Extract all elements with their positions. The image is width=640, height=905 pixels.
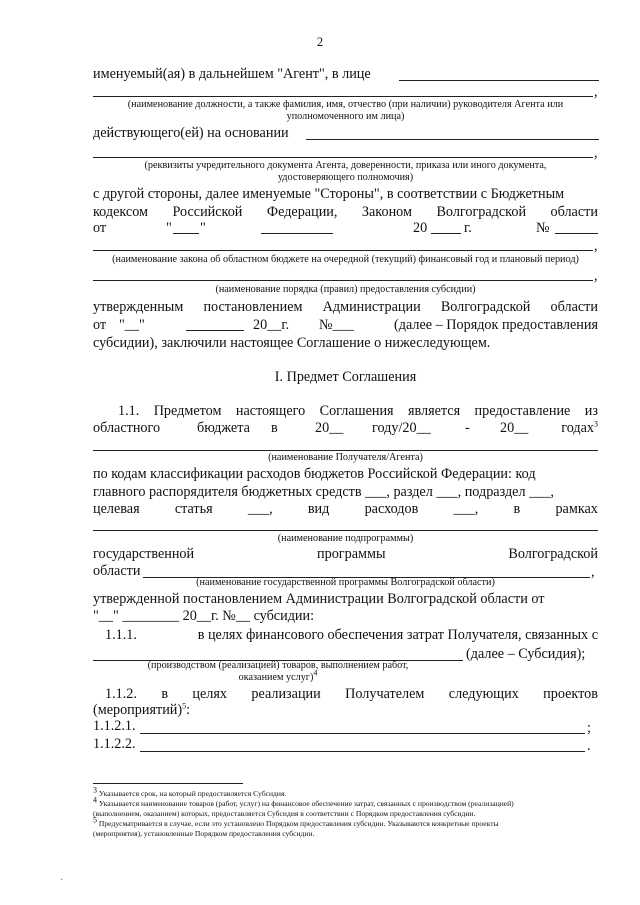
word: Соглашения (319, 403, 394, 419)
agent-person-comma: , (594, 84, 598, 100)
classification-line: по кодам классификации расходов бюджетов Российской Федерации: код (93, 466, 536, 482)
caption-budget-law: (наименование закона об областном бюджете на очередной (текущий) финансовый год и плановый период) (112, 254, 579, 265)
caption-goods: (производством (реализацией) товаров, выполнением работ, (147, 660, 409, 671)
footnote-5-cont: (мероприятия), установленные Порядком предоставления субсидии. (93, 829, 315, 838)
word: целевая (93, 501, 140, 517)
word: целях (192, 686, 227, 702)
subprogram-blank (93, 530, 598, 531)
page-number: 2 (316, 35, 324, 49)
footnote-4-cont: (выполнением, оказанием) которых, предоставляется Субсидия в соответствии с Порядком предоставления субсидии. (93, 809, 476, 818)
year-blank (431, 220, 461, 234)
year-blank-1: 20__ (315, 420, 344, 436)
year-blank-3: 20__ (500, 420, 529, 436)
footnote-text: Указывается срок, на который предоставляется Субсидия. (98, 789, 287, 798)
year-suffix: г. (464, 220, 472, 236)
budget-code-line (93, 204, 598, 221)
word: Волгоградской (508, 546, 598, 562)
word: утвержденным (93, 299, 184, 315)
resolution-date-line: "__" ________ 20__г. №__ субсидии: (93, 608, 315, 624)
month-blank (261, 220, 333, 234)
word: Российской (172, 204, 243, 220)
clause-number: 1.1.1. (105, 627, 137, 643)
from-label: от (93, 317, 107, 333)
law-name-blank (93, 250, 593, 251)
law-name-comma: , (594, 238, 598, 254)
word: вид (307, 501, 330, 517)
state-program-line (93, 546, 598, 563)
footnote-ref-5: 5 (182, 701, 187, 711)
recipient-name-blank (93, 450, 598, 451)
word: в (161, 686, 169, 702)
word: в (271, 420, 278, 436)
footnote-separator (93, 783, 243, 784)
procedure-name-comma: , (594, 268, 598, 284)
agent-person-blank (399, 80, 599, 81)
dash: - (465, 420, 470, 436)
agent-intro-text: именуемый(ая) в дальнейшем "Агент", в лице (93, 66, 371, 82)
approved-resolution-line: утвержденной постановлением Администрации Волгоградской области от (93, 591, 545, 607)
project-2-end: . (587, 738, 591, 754)
approved-line (93, 299, 598, 316)
word: ___, (453, 501, 479, 517)
day-quote: "__" (119, 317, 145, 333)
caption-basis-doc-2: удостоверяющего полномочия) (277, 172, 414, 183)
caption-agent-position-2: уполномоченного им лица) (286, 111, 405, 122)
year-blank-2: году/20__ (372, 420, 431, 436)
word: кодексом (93, 204, 149, 220)
word: из (584, 403, 598, 419)
project-1-blank (140, 733, 585, 734)
word: Администрации (322, 299, 421, 315)
footnote-4 (93, 795, 605, 809)
hereinafter-text: (далее – Порядок предоставления (394, 317, 598, 333)
quote-open: " (166, 220, 172, 236)
procedure-name-blank (93, 280, 593, 281)
region-word: области (93, 563, 141, 579)
word: в (513, 501, 521, 517)
year-field: 20__г. (253, 317, 290, 333)
caption-goods-text: оказанием услуг) (238, 672, 314, 683)
caption-basis-doc: (реквизиты учредительного документа Агента, доверенности, приказа или иного документа, (144, 160, 547, 171)
quote-close: " (200, 220, 206, 236)
manager-code-line: главного распорядителя бюджетных средств ___, раздел ___, подраздел ___, (93, 484, 554, 500)
basis-blank (306, 139, 599, 140)
caption-agent-position: (наименование должности, а также фамилия, имя, отчество (при наличии) руководителя Агента или (127, 99, 564, 110)
word: области (550, 204, 598, 220)
caption-procedure: (наименование порядка (правил) предоставления субсидии) (215, 284, 476, 295)
word: проектов (543, 686, 598, 702)
word: рамках (555, 501, 598, 517)
section-heading: I. Предмет Соглашения (274, 369, 417, 385)
project-2-blank (140, 751, 585, 752)
footnote-ref-3: 3 (594, 419, 598, 429)
word: настоящего (235, 403, 306, 419)
clause-text: в целях финансового обеспечения затрат Получателя, связанных с (197, 627, 598, 643)
clause-1-1-line (118, 403, 598, 420)
word: Законом (361, 204, 412, 220)
word: бюджета (197, 420, 250, 436)
word: Федерации, (266, 204, 338, 220)
caption-goods-2 (93, 668, 463, 684)
scan-speck: · (60, 875, 64, 886)
footnote-text: Предусматривается в случае, если это установлено Порядком предоставления субсидии. Указываются конкретные проекты (98, 819, 499, 828)
agent-person-blank-2 (93, 96, 593, 97)
number-field: №___ (319, 317, 354, 333)
concluded-line: субсидии), заключили настоящее Соглашение о нижеследующем. (93, 335, 491, 351)
word: статья (174, 501, 213, 517)
colon: : (186, 702, 191, 718)
number-sign: № (536, 220, 550, 236)
clause-1-1-2-line (105, 686, 598, 703)
basis-comma: , (594, 145, 598, 161)
word: области (550, 299, 598, 315)
footnote-mark: 4 (93, 795, 97, 805)
clause-number: 1.1. (118, 403, 140, 419)
word: является (407, 403, 461, 419)
project-1-end: ; (587, 720, 591, 736)
footnote-text: Указывается наименование товаров (работ, услуг) на финансовое обеспечение затрат, связанных с производством (реализацией) (98, 799, 514, 808)
day-blank (173, 220, 199, 234)
item-number: 1.1.2.2. (93, 736, 136, 752)
projects-word: (мероприятий) (93, 702, 183, 718)
caption-state-program: (наименование государственной программы Волгоградской области) (196, 577, 495, 588)
basis-blank-2 (93, 157, 593, 158)
word: Волгоградской (440, 299, 531, 315)
year-prefix: 20 (413, 220, 428, 236)
parties-line: с другой стороны, далее именуемые "Стороны", в соответствии с Бюджетным (93, 186, 565, 202)
item-number: 1.1.2.1. (93, 718, 136, 734)
caption-subprogram: (наименование подпрограммы) (277, 533, 414, 544)
subsidy-definition: (далее – Субсидия); (466, 646, 586, 662)
state-program-comma: , (591, 564, 595, 580)
word: государственной (93, 546, 195, 562)
target-item-line (93, 501, 598, 518)
years-word: годах (561, 420, 594, 436)
footnote-ref-4: 4 (313, 668, 318, 678)
word: ___, (247, 501, 273, 517)
month-blank (186, 317, 244, 331)
footnote-5 (93, 815, 605, 829)
word: программы (317, 546, 386, 562)
footnote-mark: 3 (93, 785, 97, 795)
basis-text: действующего(ей) на основании (93, 125, 289, 141)
word: Волгоградской (436, 204, 527, 220)
word: расходов (364, 501, 419, 517)
footnote-3 (93, 785, 605, 799)
word: предоставление (474, 403, 571, 419)
word: Предметом (153, 403, 222, 419)
word: областного (93, 420, 161, 436)
word: постановлением (203, 299, 303, 315)
footnote-mark: 5 (93, 815, 97, 825)
caption-recipient: (наименование Получателя/Агента) (268, 452, 423, 463)
number-blank (555, 220, 598, 234)
clause-number: 1.1.2. (105, 686, 137, 702)
word: Получателем (345, 686, 425, 702)
from-label: от (93, 220, 107, 236)
word: следующих (448, 686, 519, 702)
projects-line (93, 702, 598, 719)
word: реализации (251, 686, 321, 702)
